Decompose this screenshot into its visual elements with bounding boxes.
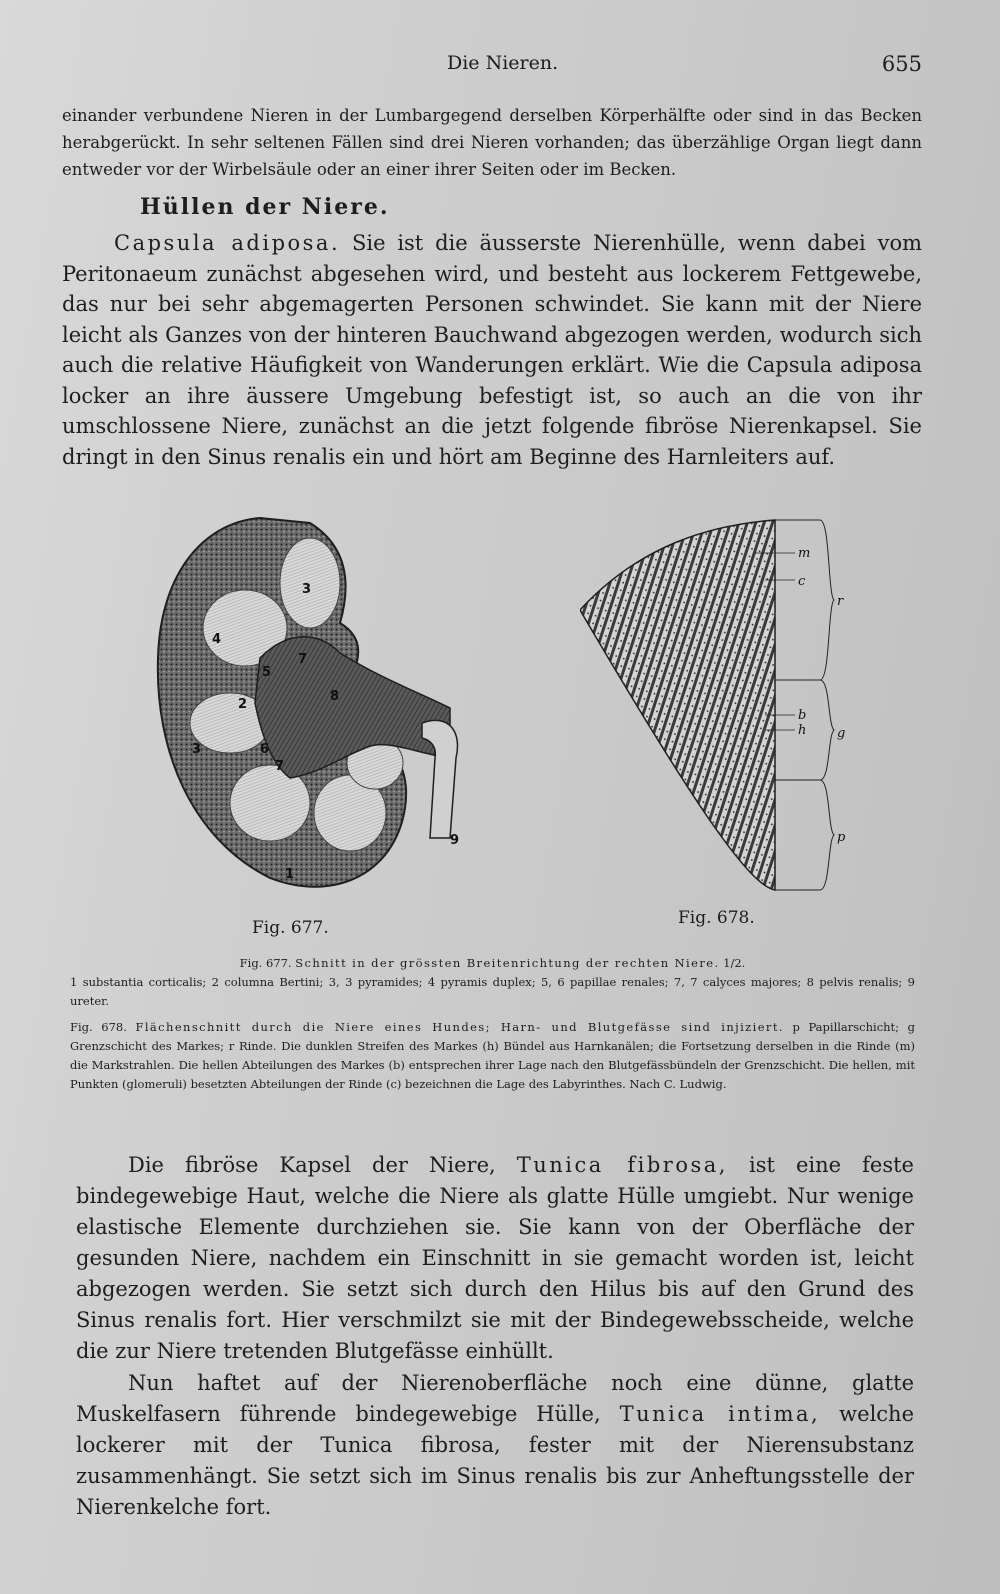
paragraph-tunica-fibrosa	[76, 1150, 914, 1367]
paragraph-capsula-adiposa	[62, 228, 922, 472]
paragraph-tunica-intima-text: welche lockerer mit der Tunica fibrosa, fester mit der Nierensubstanz zusammenhängt. Sie setzt sich im Sinus renalis bis zur Anheftungsstelle der Nierenkelche fort.	[76, 1402, 914, 1519]
running-header	[62, 52, 922, 82]
fig677-label-4: 4	[212, 632, 222, 647]
caption-fig678	[70, 1018, 915, 1094]
caption-fig678-body: p Papillarschicht; g Grenzschicht des Markes; r Rinde. Die dunklen Streifen des Markes (h) Bündel aus Harnkanälen; die Fortsetzung derselben in die Rinde (m) die Markstrahlen. Die hellen Abteilungen des Markes (b) entsprechen ihrer Lage nach den Blutgefässbündeln der Grenzschicht. Die hellen, mit Punkten (glomeruli) besetzten Abteilungen der Rinde (c) bezeichnen die Lage des Labyrinthes. Nach C. Ludwig.	[70, 1020, 915, 1091]
fig678-label-b: b	[798, 708, 807, 723]
caption-fig677-scale: 1/2.	[723, 956, 746, 970]
fig678-label-p: p	[837, 830, 846, 845]
caption-fig677-heading	[70, 954, 915, 973]
term-tunica-fibrosa: Tunica fibrosa,	[516, 1153, 728, 1177]
fig677-label-5: 5	[262, 665, 272, 680]
fig677-label-8: 8	[330, 689, 340, 704]
paragraph-continuation: einander verbundene Nieren in der Lumbargegend derselben Körperhälfte oder sind in das Becken herabgerückt. In sehr seltenen Fällen sind drei Nieren vorhanden; das überzählige Organ liegt dann entweder vor der Wirbelsäule oder an einer ihrer Seiten oder im Becken.	[62, 106, 922, 179]
term-tunica-intima: Tunica intima,	[619, 1402, 821, 1426]
kidney-section-illustration	[150, 508, 470, 898]
caption-fig678-title: Flächenschnitt durch die Niere eines Hundes; Harn- und Blutgefässe sind injiziert.	[135, 1020, 784, 1034]
fig677-label-7a: 7	[298, 652, 308, 667]
term-capsula-adiposa: Capsula adiposa.	[114, 231, 341, 255]
paragraph-tunica-intima	[76, 1368, 914, 1523]
caption-fig677-body: 1 substantia corticalis; 2 columna Bertini; 3, 3 pyramides; 4 pyramis duplex; 5, 6 papillae renales; 7, 7 calyces majores; 8 pelvis renalis; 9 ureter.	[70, 975, 915, 1008]
fig678-label-m: m	[798, 546, 811, 561]
fig677-label-3b: 3	[192, 742, 202, 757]
section-heading: Hüllen der Niere.	[140, 194, 390, 220]
fig678-label-h: h	[798, 723, 807, 738]
caption-fig677	[70, 954, 915, 1011]
fig678-label-r: r	[837, 594, 844, 609]
fig677-label: Fig. 677.	[252, 918, 329, 938]
running-title: Die Nieren.	[447, 52, 559, 74]
paragraph-capsula-adiposa-text: Sie ist die äusserste Nierenhülle, wenn dabei vom Peritonaeum zunächst abgesehen wird, und besteht aus lockerem Fettgewebe, das nur bei sehr abgemagerten Personen schwindet. Sie kann mit der Niere leicht als Ganzes von der hinteren Bauchwand abgezogen werden, wodurch sich auch die relative Häufigkeit von Wanderungen erklärt. Wie die Capsula adiposa locker an ihre äussere Umgebung befestigt ist, so auch an die von ihr umschlossene Niere, zunächst an die jetzt folgende fibröse Nierenkapsel. Sie dringt in den Sinus renalis ein und hört am Beginne des Harnleiters auf.	[62, 231, 922, 469]
caption-fig678-fig: Fig. 678.	[70, 1020, 127, 1034]
page-number: 655	[881, 52, 922, 76]
caption-fig677-fig: Fig. 677.	[239, 956, 292, 970]
caption-fig677-title: Schnitt in der grössten Breitenrichtung der rechten Niere.	[295, 956, 720, 970]
paragraph-tunica-fibrosa-text: ist eine feste bindegewebige Haut, welche die Niere als glatte Hülle umgiebt. Nur wenige elastische Elemente durchziehen sie. Sie kann von der Oberfläche der gesunden Niere, nachdem ein Einschnitt in sie gemacht worden ist, leicht abgezogen werden. Sie setzt sich durch den Hilus bis auf den Grund des Sinus renalis fort. Hier verschmilzt sie mit der Bindegewebsscheide, welche die zur Niere tretenden Blutgefässe einhüllt.	[76, 1153, 914, 1363]
fig678-label: Fig. 678.	[678, 908, 755, 928]
paragraph-tunica-fibrosa-lead: Die fibröse Kapsel der Niere,	[128, 1153, 496, 1177]
fig677-label-9: 9	[450, 833, 460, 848]
fig677-label-6: 6	[260, 742, 270, 757]
dog-kidney-section-illustration	[580, 515, 870, 905]
fig677-label-2: 2	[238, 697, 248, 712]
fig677-label-7b: 7	[275, 759, 285, 774]
fig677-label-3a: 3	[302, 582, 312, 597]
fig677-label-1: 1	[285, 867, 295, 882]
paragraph-tunica-intima-lead: Nun haftet auf der Nierenoberfläche noch eine dünne, glatte Muskelfasern führende bindegewebige Hülle,	[76, 1371, 914, 1426]
fig678-label-c: c	[798, 574, 806, 589]
fig678-label-g: g	[837, 726, 846, 741]
